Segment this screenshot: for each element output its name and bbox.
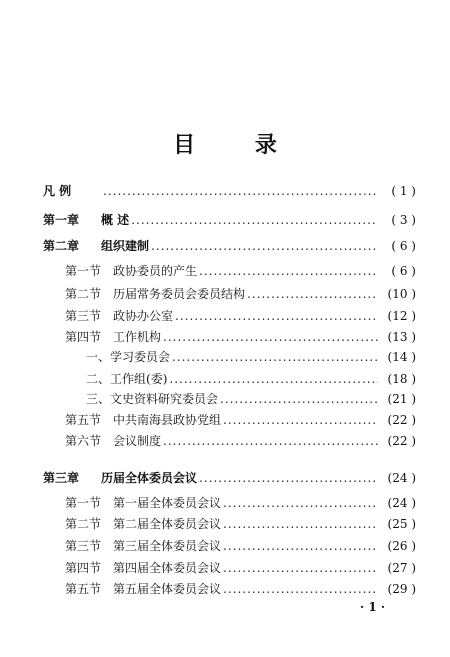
leader-dots [151,236,378,256]
toc-entry[interactable] [65,579,416,599]
entry-page: (25 ) [387,517,416,531]
toc-entry[interactable] [65,261,416,281]
entry-number: 第二章 [43,239,80,253]
entry-page: (27 ) [387,561,416,575]
toc-entry[interactable] [65,306,416,326]
entry-page: (24 ) [387,471,416,485]
entry-title: 工作机构 [113,330,162,344]
leader-dots [223,514,378,534]
entry-title: 历届全体委员会议 [101,471,198,485]
leader-dots [223,410,378,430]
entry-number: 第一节 [65,496,102,510]
entry-title: 政协委员的产生 [113,264,198,278]
entry-page: (12 ) [387,309,416,323]
entry-page: ( 3 ) [391,213,416,227]
toc-entry[interactable] [65,431,416,451]
entry-title: 工作组(委) [110,372,168,386]
leader-dots [169,369,378,389]
entry-page: (14 ) [387,350,416,364]
leader-dots [172,347,378,367]
entry-number: 第四节 [65,330,102,344]
toc-entry[interactable] [86,369,416,389]
leader-dots [247,284,378,304]
toc-entry[interactable] [43,468,416,488]
toc-entry[interactable] [65,514,416,534]
toc-entry[interactable] [43,210,416,230]
entry-page: ( 6 ) [391,264,416,278]
entry-number: 第二节 [65,287,102,301]
entry-title: 政协办公室 [113,309,174,323]
entry-number: 二、 [86,372,111,386]
entry-number: 第五节 [65,413,102,427]
entry-page: (21 ) [387,392,416,406]
toc-entry[interactable] [86,389,416,409]
entry-number: 第二节 [65,517,102,531]
toc-entry[interactable] [43,181,416,201]
entry-page: (22 ) [387,434,416,448]
entry-title: 学习委员会 [110,350,171,364]
entry-page: (13 ) [387,330,416,344]
toc-entry[interactable] [43,236,416,256]
entry-title: 第一届全体委员会议 [113,496,222,510]
leader-dots [220,389,378,409]
entry-page: ( 6 ) [391,239,416,253]
entry-page: ( 1 ) [391,184,416,198]
toc-entry[interactable] [65,558,416,578]
entry-page: (24 ) [387,496,416,510]
entry-page: (29 ) [387,582,416,596]
entry-title: 组织建制 [101,239,150,253]
toc-entry[interactable] [65,410,416,430]
entry-title: 第二届全体委员会议 [113,517,222,531]
entry-number: 三、 [86,392,111,406]
leader-dots [223,536,378,556]
entry-number: 第一节 [65,264,102,278]
entry-number: 第六节 [65,434,102,448]
leader-dots [175,306,378,326]
entry-page: (22 ) [387,413,416,427]
entry-page: (10 ) [387,287,416,301]
leader-dots [131,210,378,230]
leader-dots [103,181,378,201]
entry-title: 第三届全体委员会议 [113,539,222,553]
leader-dots [223,493,378,513]
entry-number: 第五节 [65,582,102,596]
entry-title: 概 述 [101,213,130,227]
leader-dots [223,558,378,578]
entry-number: 一、 [86,350,111,364]
entry-page: (26 ) [387,539,416,553]
entry-title: 历届常务委员会委员结构 [113,287,246,301]
leader-dots [199,261,378,281]
entry-page: (18 ) [387,372,416,386]
toc-entry[interactable] [65,493,416,513]
leader-dots [223,579,378,599]
entry-title: 中共南海县政协党组 [113,413,222,427]
entry-title: 第五届全体委员会议 [113,582,222,596]
toc-entry[interactable] [65,536,416,556]
entry-number: 第三节 [65,539,102,553]
leader-dots [163,327,378,347]
entry-number: 凡 例 [43,184,72,198]
toc-entry[interactable] [65,327,416,347]
toc-entry[interactable] [65,284,416,304]
page-number: · 1 · [360,600,386,614]
entry-number: 第三章 [43,471,80,485]
entry-title: 第四届全体委员会议 [113,561,222,575]
entry-number: 第四节 [65,561,102,575]
page-title: 目 录 [173,132,303,158]
entry-title: 文史资料研究委员会 [110,392,219,406]
entry-number: 第三节 [65,309,102,323]
leader-dots [163,431,378,451]
toc-entry[interactable] [86,347,416,367]
entry-number: 第一章 [43,213,80,227]
leader-dots [199,468,378,488]
entry-title: 会议制度 [113,434,162,448]
